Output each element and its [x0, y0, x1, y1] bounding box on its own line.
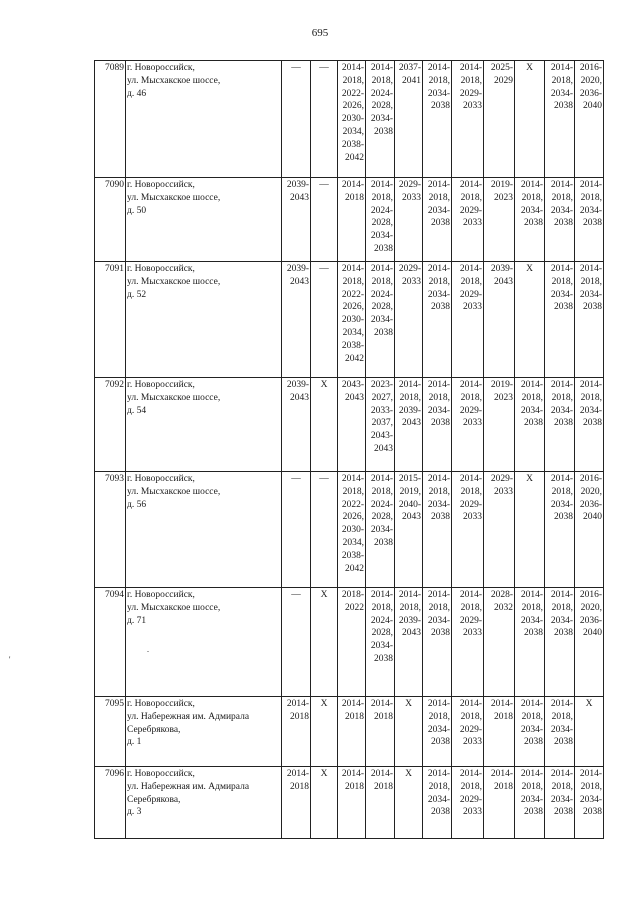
period-cell: —: [282, 61, 311, 178]
period-cell: 2014- 2018, 2034- 2038: [423, 697, 452, 767]
address-cell: [126, 472, 282, 588]
row-number: 7094: [95, 588, 126, 697]
period-cell: 2014- 2018, 2024- 2028, 2034- 2038: [366, 472, 395, 588]
period-cell: —: [311, 61, 338, 178]
period-cell: 2014- 2018, 2022- 2026, 2030- 2034, 2038- 2042: [338, 262, 366, 378]
address-line: ул. Мысхакское шоссе,: [127, 75, 221, 86]
period-cell: 2014- 2018, 2024- 2028, 2034- 2038: [366, 178, 395, 262]
period-cell: 2014- 2018: [338, 178, 366, 262]
address-line: д. 71: [127, 615, 147, 626]
table-row: [95, 262, 604, 378]
period-cell: 2014- 2018, 2029- 2033: [452, 767, 484, 839]
period-cell: 2014- 2018, 2029- 2033: [452, 588, 484, 697]
address-line: Серебрякова,: [127, 794, 181, 805]
period-cell: 2039- 2043: [282, 262, 311, 378]
period-cell: 2014- 2018, 2034- 2038: [515, 588, 545, 697]
period-cell: 2015- 2019, 2040- 2043: [395, 472, 423, 588]
period-cell: 2014- 2018: [282, 697, 311, 767]
table-row: [95, 588, 604, 697]
period-cell: 2014- 2018, 2034- 2038: [515, 767, 545, 839]
period-cell: 2019- 2023: [484, 178, 515, 262]
period-cell: 2039- 2043: [282, 178, 311, 262]
period-cell: 2014- 2018, 2034- 2038: [575, 767, 604, 839]
period-cell: 2016- 2020, 2036- 2040: [575, 472, 604, 588]
row-number: 7096: [95, 767, 126, 839]
period-cell: 2029- 2033: [395, 262, 423, 378]
period-cell: X: [515, 61, 545, 178]
address-line: Серебрякова,: [127, 724, 181, 735]
period-cell: 2014- 2018, 2034- 2038: [423, 262, 452, 378]
period-cell: 2023- 2027, 2033- 2037, 2043- 2043: [366, 378, 395, 472]
period-cell: 2014- 2018, 2034- 2038: [423, 178, 452, 262]
period-cell: 2014- 2018, 2034- 2038: [423, 378, 452, 472]
period-cell: 2014- 2018, 2034- 2038: [545, 767, 575, 839]
period-cell: 2014- 2018, 2029- 2033: [452, 697, 484, 767]
address-line: г. Новороссийск,: [127, 474, 195, 484]
address-line: ул. Мысхакское шоссе,: [127, 392, 221, 403]
address-line: ул. Набережная им. Адмирала: [127, 711, 250, 722]
address-cell: [126, 588, 282, 697]
address-line: ул. Набережная им. Адмирала: [127, 781, 250, 792]
period-cell: 2014- 2018, 2034- 2038: [575, 178, 604, 262]
period-cell: 2014- 2018, 2034- 2038: [545, 178, 575, 262]
address-line: г. Новороссийск,: [127, 590, 195, 600]
period-cell: 2014- 2018: [366, 767, 395, 839]
address-cell: [126, 61, 282, 178]
address-line: ул. Мысхакское шоссе,: [127, 192, 221, 203]
period-cell: X: [575, 697, 604, 767]
period-cell: 2014- 2018, 2022- 2026, 2030- 2034, 2038- 2042: [338, 61, 366, 178]
period-cell: 2014- 2018, 2039- 2043: [395, 378, 423, 472]
period-cell: —: [282, 472, 311, 588]
page-number: 695: [311, 27, 329, 39]
row-number: 7093: [95, 472, 126, 588]
period-cell: 2014- 2018: [484, 697, 515, 767]
period-cell: 2025- 2029: [484, 61, 515, 178]
address-cell: [126, 178, 282, 262]
period-cell: 2014- 2018, 2029- 2033: [452, 61, 484, 178]
period-cell: 2029- 2033: [395, 178, 423, 262]
stray-dot: .: [147, 645, 149, 654]
period-cell: 2014- 2018, 2034- 2038: [575, 378, 604, 472]
period-cell: X: [515, 262, 545, 378]
row-number: 7089: [95, 61, 126, 178]
period-cell: 2014- 2018, 2034- 2038: [423, 767, 452, 839]
period-cell: —: [311, 472, 338, 588]
period-cell: —: [311, 178, 338, 262]
period-cell: 2014- 2018, 2029- 2033: [452, 378, 484, 472]
period-cell: 2014- 2018: [338, 697, 366, 767]
period-cell: 2014- 2018: [338, 767, 366, 839]
period-cell: 2016- 2020, 2036- 2040: [575, 588, 604, 697]
period-cell: 2014- 2018, 2024- 2028, 2034- 2038: [366, 588, 395, 697]
address-cell: [126, 697, 282, 767]
address-line: г. Новороссийск,: [127, 699, 195, 709]
period-cell: 2014- 2018, 2024- 2028, 2034- 2038: [366, 262, 395, 378]
period-cell: —: [311, 262, 338, 378]
period-cell: 2014- 2018, 2029- 2033: [452, 472, 484, 588]
period-cell: 2014- 2018, 2034- 2038: [545, 697, 575, 767]
period-cell: 2014- 2018, 2034- 2038: [545, 378, 575, 472]
period-cell: 2014- 2018, 2034- 2038: [545, 472, 575, 588]
period-cell: 2014- 2018, 2022- 2026, 2030- 2034, 2038- 2042: [338, 472, 366, 588]
address-line: д. 52: [127, 289, 147, 300]
stray-mark: ': [9, 655, 11, 664]
row-number: 7095: [95, 697, 126, 767]
period-cell: X: [311, 378, 338, 472]
period-cell: X: [311, 697, 338, 767]
period-cell: 2029- 2033: [484, 472, 515, 588]
table-row: [95, 178, 604, 262]
address-line: ул. Мысхакское шоссе,: [127, 602, 221, 613]
period-cell: —: [282, 588, 311, 697]
address-line: г. Новороссийск,: [127, 264, 195, 274]
period-cell: 2014- 2018, 2024- 2028, 2034- 2038: [366, 61, 395, 178]
period-cell: 2014- 2018, 2034- 2038: [545, 262, 575, 378]
period-cell: 2028- 2032: [484, 588, 515, 697]
period-cell: 2014- 2018, 2034- 2038: [515, 178, 545, 262]
address-cell: [126, 262, 282, 378]
address-line: г. Новороссийск,: [127, 63, 195, 73]
period-cell: 2043- 2043: [338, 378, 366, 472]
period-cell: 2039- 2043: [282, 378, 311, 472]
address-line: д. 46: [127, 88, 147, 99]
period-cell: 2018- 2022: [338, 588, 366, 697]
address-cell: [126, 767, 282, 839]
period-cell: 2014- 2018, 2034- 2038: [423, 472, 452, 588]
period-cell: 2014- 2018, 2034- 2038: [545, 588, 575, 697]
period-cell: 2037- 2041: [395, 61, 423, 178]
period-cell: 2014- 2018, 2034- 2038: [575, 262, 604, 378]
address-line: д. 1: [127, 737, 142, 748]
table-row: [95, 61, 604, 178]
address-line: д. 50: [127, 205, 147, 216]
address-line: г. Новороссийск,: [127, 380, 195, 390]
period-cell: 2014- 2018, 2034- 2038: [515, 378, 545, 472]
address-cell: [126, 378, 282, 472]
period-cell: 2014- 2018, 2029- 2033: [452, 262, 484, 378]
period-cell: 2014- 2018, 2029- 2033: [452, 178, 484, 262]
address-line: ул. Мысхакское шоссе,: [127, 486, 221, 497]
table-row: [95, 767, 604, 839]
period-cell: 2014- 2018, 2034- 2038: [545, 61, 575, 178]
row-number: 7090: [95, 178, 126, 262]
period-cell: 2019- 2023: [484, 378, 515, 472]
address-line: д. 54: [127, 405, 147, 416]
period-cell: 2014- 2018, 2039- 2043: [395, 588, 423, 697]
period-cell: 2014- 2018, 2034- 2038: [515, 697, 545, 767]
period-cell: 2016- 2020, 2036- 2040: [575, 61, 604, 178]
address-line: г. Новороссийск,: [127, 769, 195, 779]
period-cell: 2014- 2018: [282, 767, 311, 839]
period-cell: X: [311, 767, 338, 839]
table-row: [95, 697, 604, 767]
period-cell: 2014- 2018, 2034- 2038: [423, 588, 452, 697]
address-line: д. 56: [127, 499, 147, 510]
registry-table: [94, 60, 604, 839]
table-body: [95, 61, 604, 839]
address-line: г. Новороссийск,: [127, 180, 195, 190]
period-cell: X: [395, 767, 423, 839]
address-line: д. 3: [127, 807, 142, 818]
row-number: 7091: [95, 262, 126, 378]
period-cell: X: [395, 697, 423, 767]
period-cell: 2014- 2018: [484, 767, 515, 839]
period-cell: 2014- 2018: [366, 697, 395, 767]
period-cell: 2039- 2043: [484, 262, 515, 378]
period-cell: X: [311, 588, 338, 697]
period-cell: X: [515, 472, 545, 588]
address-line: ул. Мысхакское шоссе,: [127, 276, 221, 287]
table-row: [95, 472, 604, 588]
period-cell: 2014- 2018, 2034- 2038: [423, 61, 452, 178]
row-number: 7092: [95, 378, 126, 472]
table-row: [95, 378, 604, 472]
